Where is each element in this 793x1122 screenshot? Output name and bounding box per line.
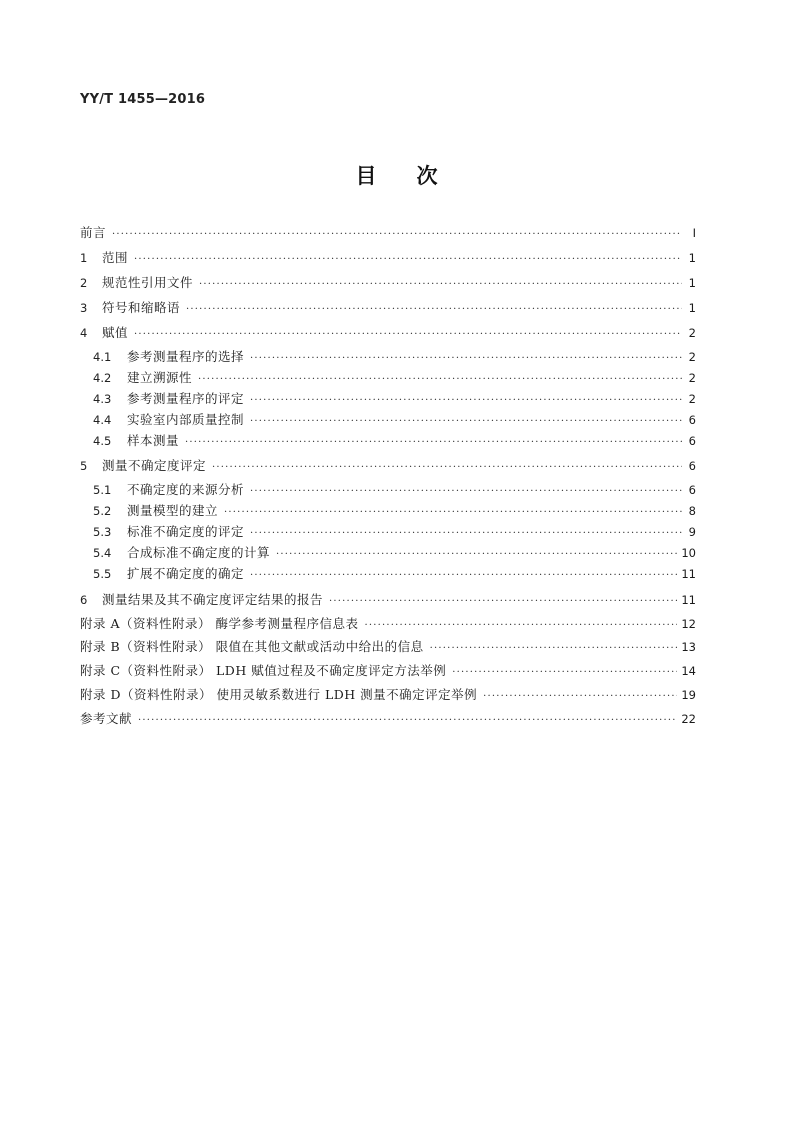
toc-entry-page-number: 1 [688, 301, 696, 315]
toc-entry-title: 范围 [102, 250, 129, 265]
toc-entry-page-number: 2 [688, 326, 696, 340]
toc-entry-page-number: 1 [688, 276, 696, 290]
toc-entry-page-number: Ⅰ [692, 226, 696, 240]
toc-entry[interactable] [80, 459, 696, 475]
toc-entry[interactable] [80, 593, 696, 609]
toc-entry[interactable] [80, 712, 696, 728]
toc-entry[interactable] [80, 546, 696, 562]
toc-entry-page-number: 6 [688, 483, 696, 497]
toc-entry[interactable] [80, 688, 696, 704]
toc-entry[interactable] [80, 276, 696, 292]
toc-entry-title: 测量结果及其不确定度评定结果的报告 [102, 592, 324, 607]
toc-entry[interactable] [80, 483, 696, 499]
toc-entry-number: 4 [80, 326, 88, 340]
toc-entry-title: 样本测量 [127, 433, 180, 448]
toc-entry-leader-dots [224, 506, 682, 520]
toc-entry-leader-dots [483, 690, 677, 704]
toc-entry-number: 4.3 [93, 392, 112, 406]
toc-entry-page-number: 12 [681, 617, 696, 631]
toc-entry-page-number: 6 [688, 459, 696, 473]
toc-entry[interactable] [80, 251, 696, 267]
toc-entry-title: 实验室内部质量控制 [127, 412, 245, 427]
toc-entry-title: 附录 C（资料性附录） LDH 赋值过程及不确定度评定方法举例 [80, 663, 447, 678]
toc-entry-page-number: 11 [681, 593, 696, 607]
toc-entry[interactable] [80, 525, 696, 541]
toc-entry-number: 5 [80, 459, 88, 473]
toc-entry-leader-dots [250, 527, 682, 541]
toc-entry-leader-dots [134, 328, 682, 342]
toc-entry-number: 6 [80, 593, 88, 607]
toc-entry[interactable] [80, 326, 696, 342]
toc-title [0, 160, 793, 190]
toc-entry[interactable] [80, 413, 696, 429]
toc-entry-leader-dots [329, 595, 677, 609]
toc-entry[interactable] [80, 504, 696, 520]
toc-entry-title: 建立溯源性 [127, 370, 193, 385]
toc-entry[interactable] [80, 664, 696, 680]
toc-entry-number: 1 [80, 251, 88, 265]
toc-entry-title: 符号和缩略语 [102, 300, 181, 315]
toc-entry-title: 附录 A（资料性附录） 酶学参考测量程序信息表 [80, 616, 359, 631]
toc-entry-page-number: 9 [688, 525, 696, 539]
toc-entry-number: 2 [80, 276, 88, 290]
toc-entry-number: 3 [80, 301, 88, 315]
toc-entry-title: 附录 D（资料性附录） 使用灵敏系数进行 LDH 测量不确定评定举例 [80, 687, 478, 702]
toc-entry[interactable] [80, 617, 696, 633]
toc-entry-page-number: 14 [681, 664, 696, 678]
toc-entry-title: 附录 B（资料性附录） 限值在其他文献或活动中给出的信息 [80, 639, 424, 654]
toc-entry-page-number: 8 [688, 504, 696, 518]
toc-entry-number: 5.5 [93, 567, 112, 581]
toc-entry-leader-dots [250, 415, 682, 429]
toc-entry-number: 5.2 [93, 504, 112, 518]
toc-entry-title: 合成标准不确定度的计算 [127, 545, 271, 560]
toc-entry-number: 5.1 [93, 483, 112, 497]
toc-entry-title: 规范性引用文件 [102, 275, 194, 290]
toc-entry[interactable] [80, 371, 696, 387]
toc-entry-title: 参考文献 [80, 711, 133, 726]
toc-entry-leader-dots [250, 485, 682, 499]
standard-code: YY/T 1455—2016 [80, 92, 206, 107]
toc-entry-page-number: 10 [681, 546, 696, 560]
toc-entry-title: 参考测量程序的评定 [127, 391, 245, 406]
toc-entry-number: 4.1 [93, 350, 112, 364]
toc-entry-number: 4.4 [93, 413, 112, 427]
toc-entry-page-number: 22 [681, 712, 696, 726]
toc-entry-number: 5.4 [93, 546, 112, 560]
toc-entry-page-number: 1 [688, 251, 696, 265]
toc-entry-title: 测量不确定度评定 [102, 458, 207, 473]
toc-entry-leader-dots [430, 642, 678, 656]
toc-entry-leader-dots [250, 394, 682, 408]
toc-entry-leader-dots [199, 278, 682, 292]
toc-entry-leader-dots [250, 569, 677, 583]
toc-entry-leader-dots [138, 714, 677, 728]
toc-entry-title: 测量模型的建立 [127, 503, 219, 518]
toc-entry-leader-dots [134, 253, 682, 267]
toc-entry-number: 5.3 [93, 525, 112, 539]
toc-entry-page-number: 6 [688, 413, 696, 427]
toc-entry-page-number: 2 [688, 350, 696, 364]
toc-entry-leader-dots [452, 666, 677, 680]
toc-entry[interactable] [80, 640, 696, 656]
toc-entry-leader-dots [212, 461, 682, 475]
toc-entry-page-number: 11 [681, 567, 696, 581]
toc-entry-title: 标准不确定度的评定 [127, 524, 245, 539]
toc-entry[interactable] [80, 350, 696, 366]
toc-entry-title: 扩展不确定度的确定 [127, 566, 245, 581]
toc-entry[interactable] [80, 434, 696, 450]
toc-entry-leader-dots [186, 303, 682, 317]
toc-entry[interactable] [80, 301, 696, 317]
toc-title-char-1: 目 [355, 164, 377, 188]
toc-entry-number: 4.5 [93, 434, 112, 448]
toc-entry[interactable] [80, 567, 696, 583]
toc-entry-page-number: 6 [688, 434, 696, 448]
toc-entry-page-number: 13 [681, 640, 696, 654]
toc-entry-leader-dots [250, 352, 682, 366]
toc-entry-page-number: 19 [681, 688, 696, 702]
toc-entry[interactable] [80, 392, 696, 408]
toc-entry-title: 前言 [80, 225, 107, 240]
toc-entry-leader-dots [198, 373, 682, 387]
toc-entry-leader-dots [364, 619, 677, 633]
toc-entry[interactable] [80, 226, 696, 242]
toc-entry-leader-dots [185, 436, 682, 450]
toc-entry-leader-dots [112, 228, 682, 242]
toc-entry-title: 不确定度的来源分析 [127, 482, 245, 497]
toc-entry-page-number: 2 [688, 371, 696, 385]
toc-title-char-2: 次 [416, 164, 438, 188]
toc-entry-title: 赋值 [102, 325, 129, 340]
toc-entry-title: 参考测量程序的选择 [127, 349, 245, 364]
toc-entry-leader-dots [276, 548, 677, 562]
toc-entry-page-number: 2 [688, 392, 696, 406]
toc-entry-number: 4.2 [93, 371, 112, 385]
